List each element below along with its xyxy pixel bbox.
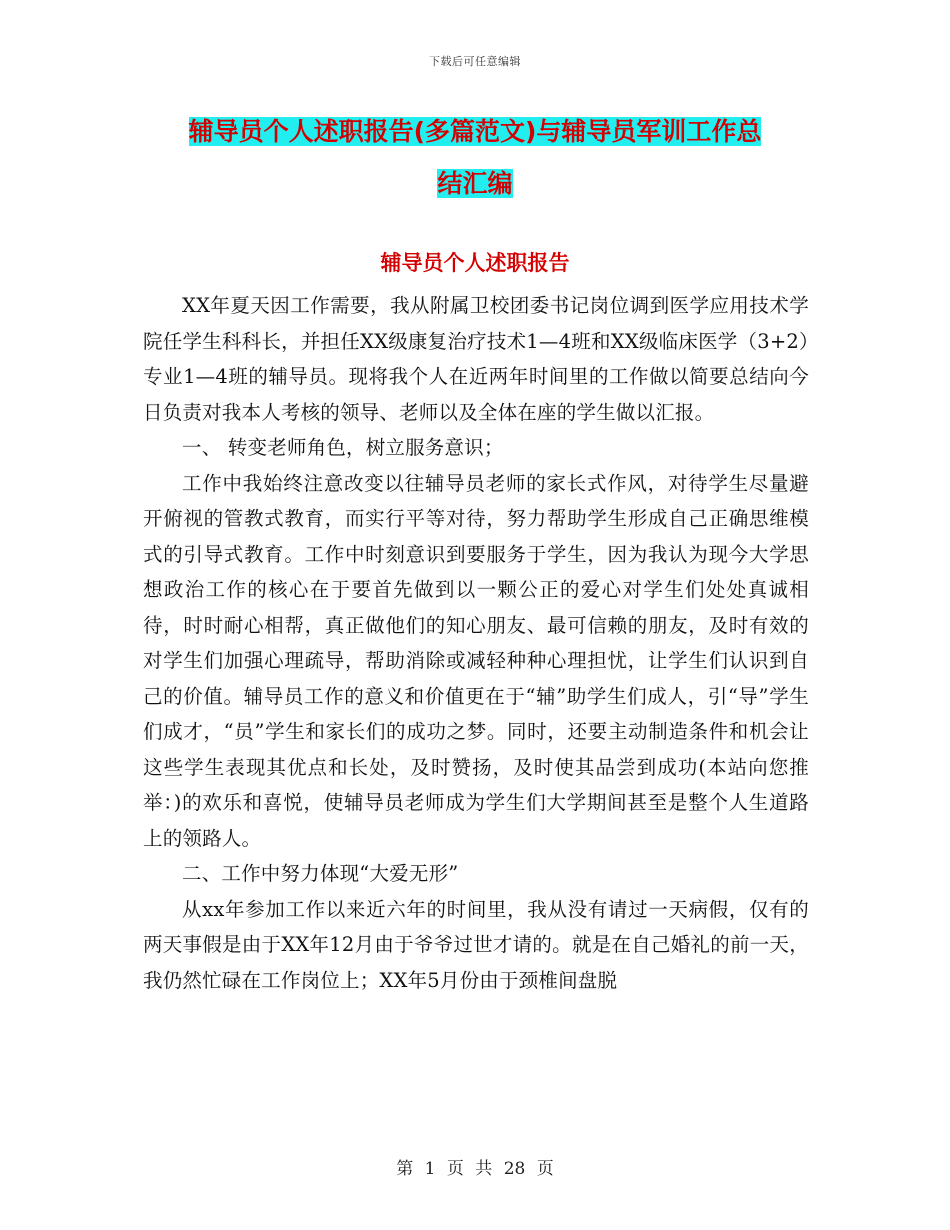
body-heading-1: 一、 转变老师角色，树立服务意识； <box>182 436 504 459</box>
body-heading-2: 二、工作中努力体现“大爱无形” <box>182 862 459 885</box>
body-paragraph: 从xx年参加工作以来近六年的时间里，我从没有请过一天病假，仅有的两天事假是由于XX年12月由于爷爷过世才请的。就是在自己婚礼的前一天，我仍然忙碌在工作岗位上；XX年5月份由于颈椎间盘脱 <box>143 897 809 992</box>
section-title: 辅导员个人述职报告 <box>380 251 570 275</box>
document-title-line2: 结汇编 <box>437 169 513 198</box>
document-title-line1: 辅导员个人述职报告(多篇范文)与辅导员军训工作总 <box>188 117 762 146</box>
page-number-footer: 第 1 页 共 28 页 <box>396 1159 554 1179</box>
body-paragraph: XX年夏天因工作需要，我从附属卫校团委书记岗位调到医学应用技术学院任学生科科长，并担任XX级康复治疗技术1—4班和XX级临床医学（3+2）专业1—4班的辅导员。现将我个人在近两年时间里的工作做以简要总结向今日负责对我本人考核的领导、老师以及全体在座的学生做以汇报。 <box>143 294 809 424</box>
body-paragraph: 工作中我始终注意改变以往辅导员老师的家长式作风，对待学生尽量避开俯视的管教式教育，而实行平等对待，努力帮助学生形成自己正确思维模式的引导式教育。工作中时刻意识到要服务于学生，因为我认为现今大学思想政治工作的核心在于要首先做到以一颗公正的爱心对学生们处处真诚相待，时时耐心相帮，真正做他们的知心朋友、最可信赖的朋友，及时有效的对学生们加强心理疏导，帮助消除或减轻种种心理担忧，让学生们认识到自己的价值。辅导员工作的意义和价值更在于“辅”助学生们成人，引“导”学生们成才，“员”学生和家长们的成功之梦。同时，还要主动制造条件和机会让这些学生表现其优点和长处，及时赞扬，及时使其品尝到成功(本站向您推举：)的欢乐和喜悦，使辅导员老师成为学生们大学期间甚至是整个人生道路上的领路人。 <box>143 471 809 850</box>
document-title <box>0 106 950 210</box>
page-header-note: 下载后可任意编辑 <box>429 55 521 68</box>
document-body <box>143 288 809 998</box>
